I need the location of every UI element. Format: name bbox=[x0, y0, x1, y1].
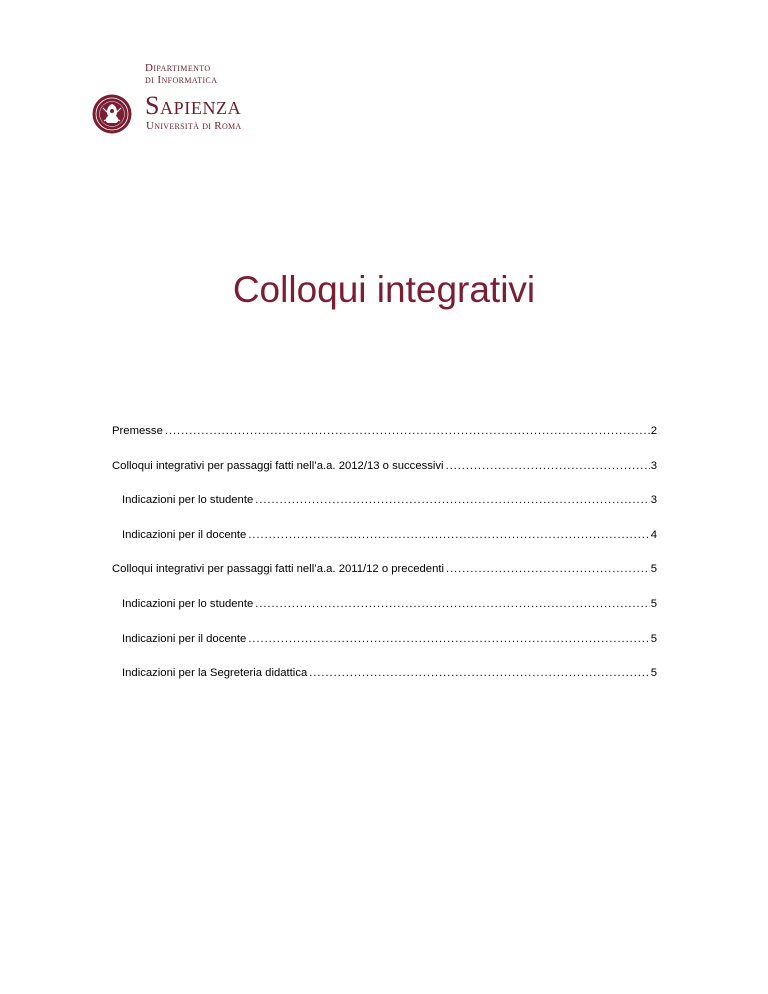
toc-entry-colloqui-2011[interactable] bbox=[112, 563, 657, 576]
table-of-contents bbox=[112, 425, 657, 702]
toc-page-number: 5 bbox=[650, 563, 657, 576]
sapienza-seal-icon bbox=[92, 94, 132, 134]
toc-page-number: 5 bbox=[650, 632, 657, 645]
toc-entry-text: Indicazioni per il docente bbox=[122, 528, 247, 541]
toc-entry-colloqui-2012[interactable] bbox=[112, 460, 657, 473]
toc-leader-dots bbox=[248, 529, 649, 542]
university-name: Sapienza bbox=[145, 91, 242, 120]
toc-entry-text: Colloqui integrativi per passaggi fatti nell’a.a. 2011/12 o precedenti bbox=[112, 563, 445, 576]
toc-entry-premesse[interactable] bbox=[112, 425, 657, 438]
toc-page-number: 2 bbox=[650, 425, 657, 437]
toc-entry-docente-2011[interactable] bbox=[112, 633, 657, 646]
toc-entry-text: Premesse bbox=[112, 425, 163, 437]
university-subtitle: Università di Roma bbox=[146, 120, 242, 132]
toc-leader-dots bbox=[446, 563, 650, 576]
department-name bbox=[145, 62, 217, 86]
toc-leader-dots bbox=[446, 460, 650, 473]
toc-leader-dots bbox=[255, 494, 649, 507]
toc-entry-text: Indicazioni per la Segreteria didattica bbox=[122, 667, 308, 680]
toc-leader-dots bbox=[309, 667, 649, 680]
toc-page-number: 5 bbox=[650, 597, 657, 610]
toc-leader-dots bbox=[255, 598, 649, 611]
toc-page-number: 5 bbox=[650, 667, 657, 680]
toc-entry-studente-2011[interactable] bbox=[112, 598, 657, 611]
department-line-1: Dipartimento bbox=[145, 62, 211, 74]
toc-leader-dots bbox=[165, 425, 650, 438]
document-title: Colloqui integrativi bbox=[232, 269, 536, 310]
toc-leader-dots bbox=[248, 633, 649, 646]
toc-page-number: 3 bbox=[650, 494, 657, 507]
toc-entry-studente-2012[interactable] bbox=[112, 494, 657, 507]
toc-entry-segreteria-2011[interactable] bbox=[112, 667, 657, 680]
toc-page-number: 3 bbox=[650, 459, 657, 472]
toc-page-number: 4 bbox=[650, 528, 657, 541]
toc-entry-text: Colloqui integrativi per passaggi fatti nell’a.a. 2012/13 o successivi bbox=[112, 459, 444, 472]
toc-entry-text: Indicazioni per lo studente bbox=[122, 494, 254, 507]
toc-entry-docente-2012[interactable] bbox=[112, 529, 657, 542]
department-line-2: di Informatica bbox=[145, 74, 218, 86]
toc-entry-text: Indicazioni per il docente bbox=[122, 632, 247, 645]
toc-entry-text: Indicazioni per lo studente bbox=[122, 597, 254, 610]
